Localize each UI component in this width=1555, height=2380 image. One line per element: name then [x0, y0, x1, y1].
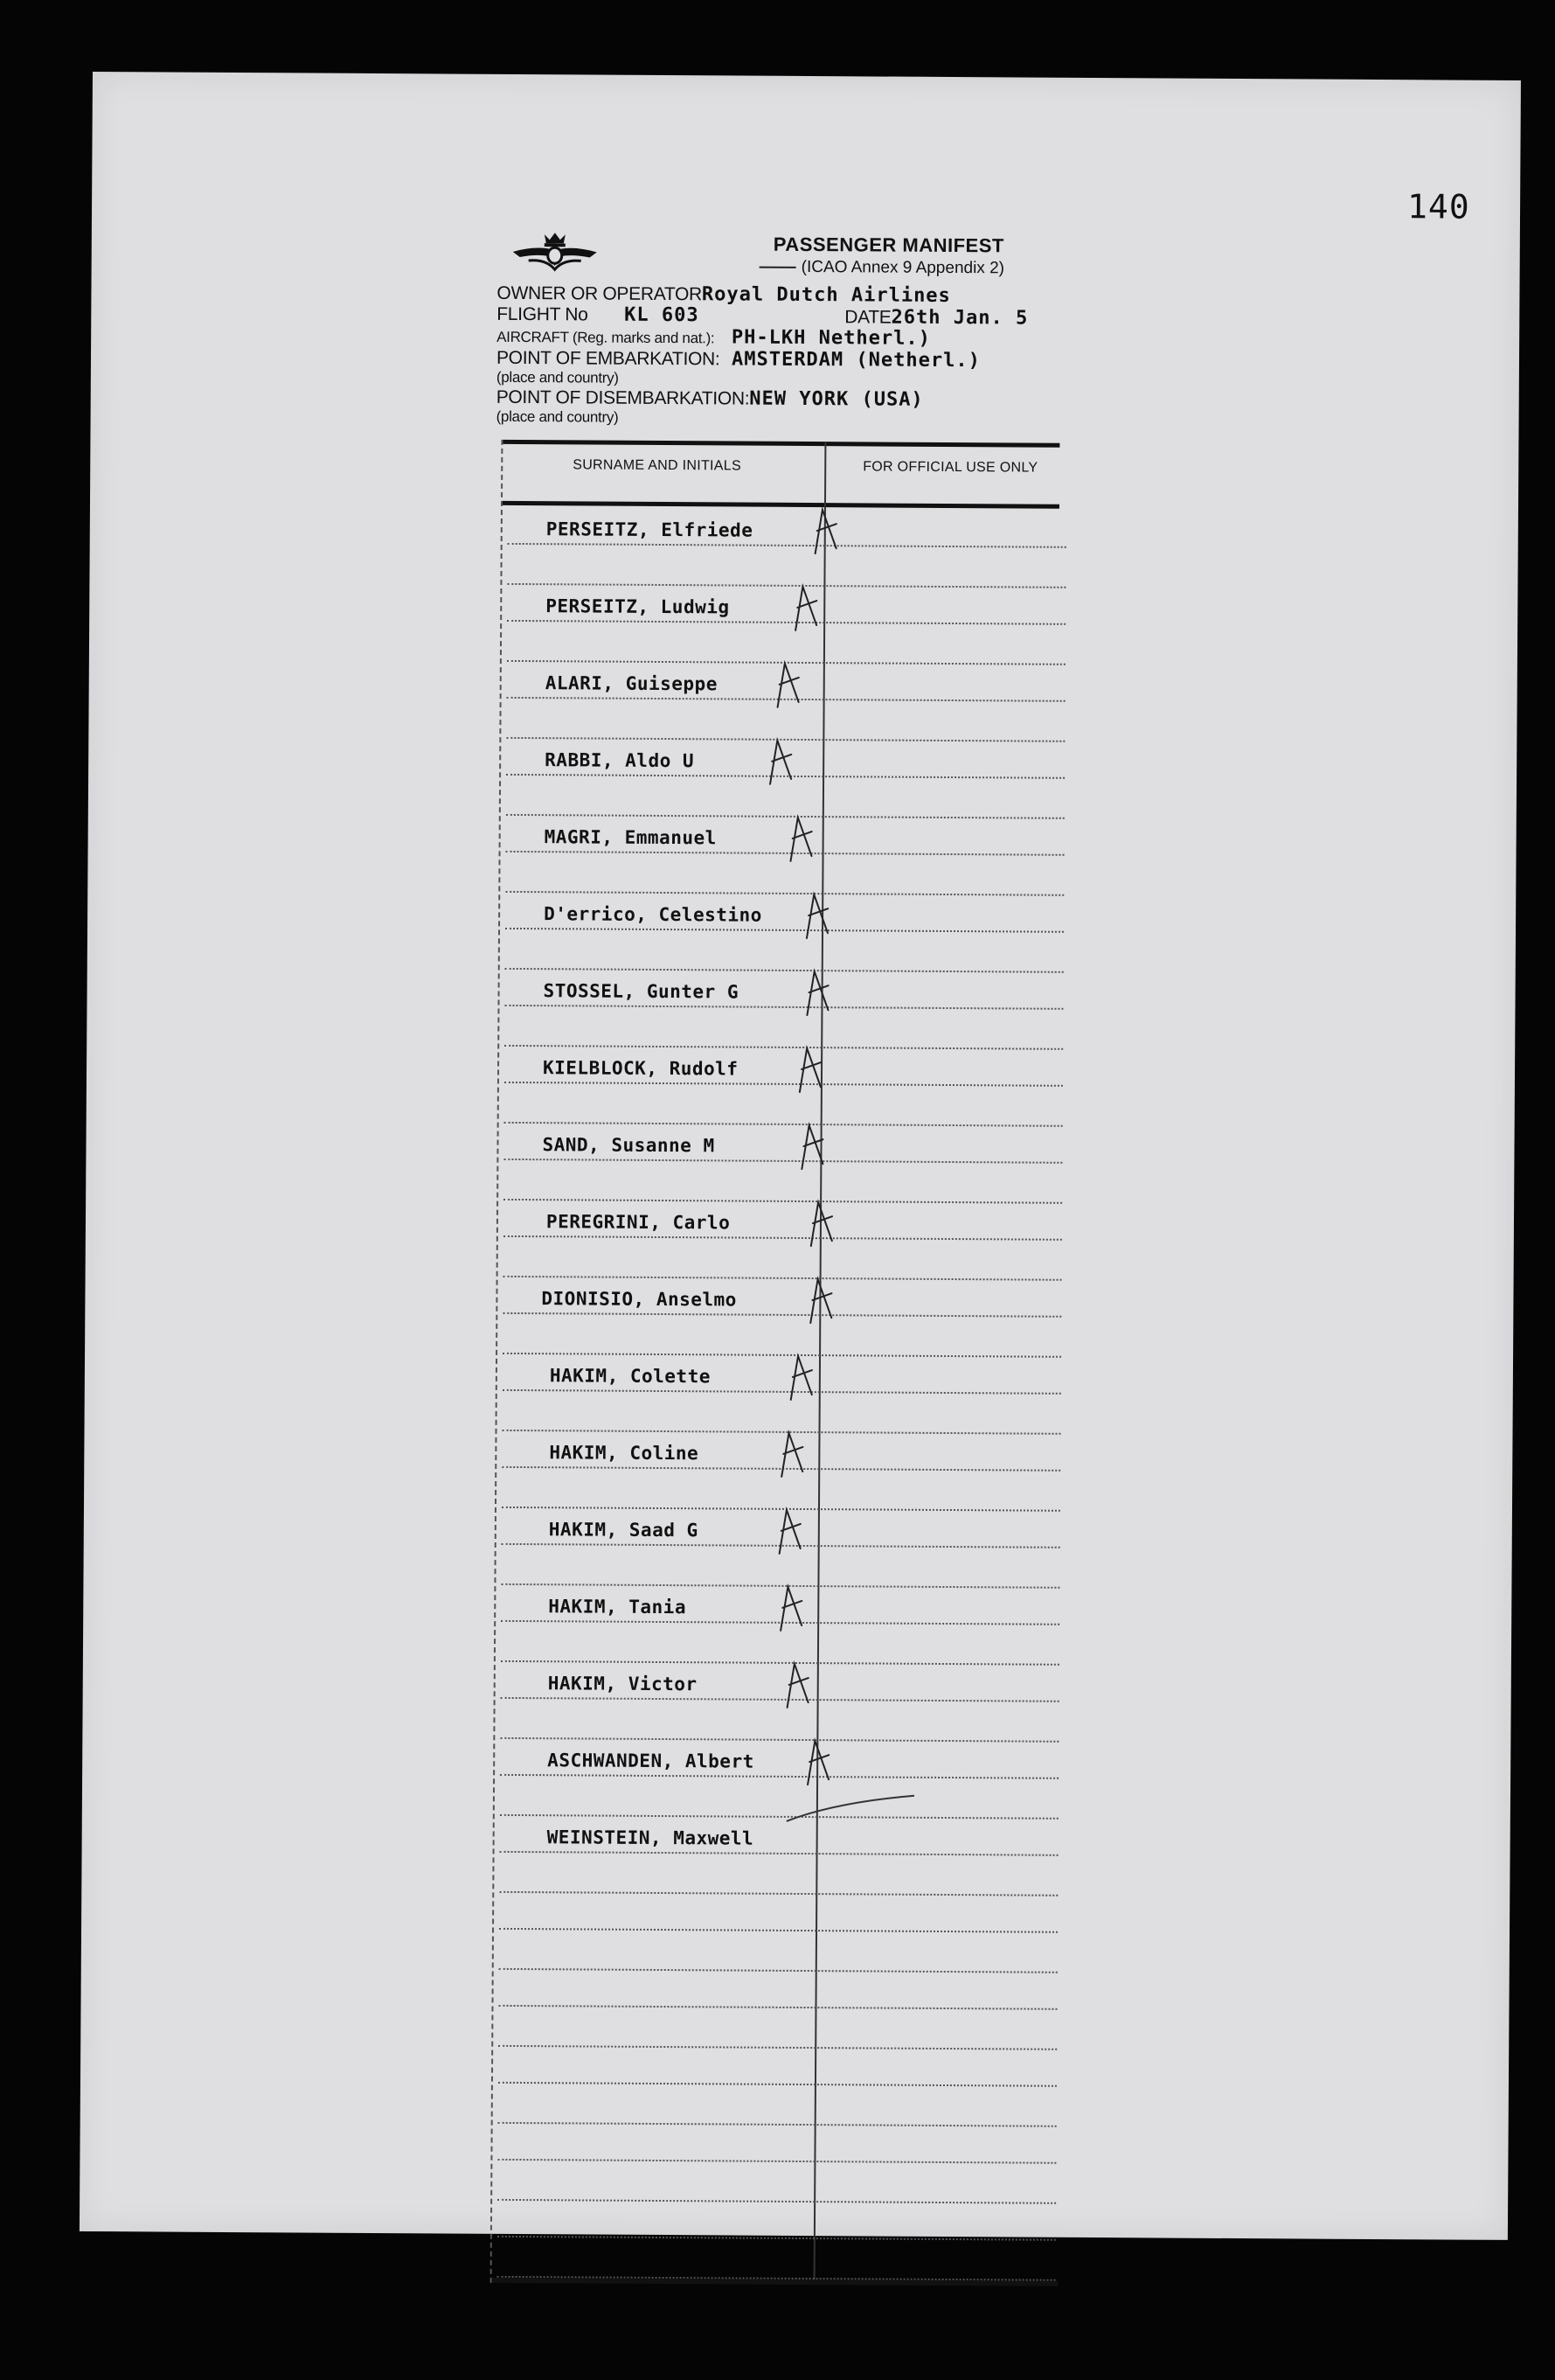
check-mark-icon [782, 1659, 814, 1711]
table-row [498, 1200, 1063, 1281]
check-mark-icon [775, 1582, 807, 1634]
table-row [499, 1047, 1064, 1127]
passenger-name: ALARI, Guiseppe [545, 672, 718, 695]
passenger-name: HAKIM, Saad G [548, 1519, 698, 1541]
table-row [494, 1816, 1059, 1896]
passenger-name: SAND, Susanne M [542, 1134, 715, 1157]
row-dotted-line [504, 1082, 1063, 1087]
check-mark-icon [790, 581, 822, 634]
row-dotted-line [508, 543, 1066, 548]
check-mark-icon [810, 505, 842, 557]
check-mark-icon [795, 1043, 826, 1096]
passenger-name: WEINSTEIN, Maxwell [546, 1827, 754, 1849]
row-dotted-line [499, 1928, 1058, 1933]
aircraft-row [496, 325, 931, 350]
row-dotted-line [497, 2159, 1056, 2164]
table-row [495, 1662, 1059, 1743]
flight-row [496, 303, 698, 326]
flight-value: KL 603 [624, 303, 699, 327]
table-row [501, 739, 1066, 819]
passenger-name: KIELBLOCK, Rudolf [542, 1057, 739, 1080]
table-row [492, 2201, 1057, 2281]
passenger-name: HAKIM, Tania [548, 1596, 687, 1618]
table-row [492, 2124, 1057, 2204]
flight-label: FLIGHT No [496, 303, 588, 325]
table-row [501, 662, 1066, 742]
check-mark-icon [786, 1351, 817, 1403]
disembarkation-row [496, 386, 924, 411]
row-dotted-line [503, 1235, 1062, 1241]
date-label: DATE [844, 307, 892, 328]
row-dotted-line [503, 1389, 1061, 1395]
table-row [498, 1124, 1063, 1204]
table-row [502, 585, 1066, 665]
check-mark-icon [765, 735, 796, 788]
passenger-name: D'errico, Celestino [544, 903, 762, 926]
table-row [496, 1508, 1060, 1589]
passenger-table [490, 440, 1067, 2286]
passenger-name: MAGRI, Emmanuel [544, 826, 717, 849]
passenger-name: PERSEITZ, Ludwig [545, 595, 730, 618]
disembarkation-note: (place and country) [496, 407, 619, 426]
table-row [496, 1431, 1061, 1512]
check-mark-icon [796, 1120, 828, 1173]
owner-label: OWNER OR OPERATOR [496, 282, 703, 305]
check-mark-icon [785, 812, 816, 865]
passenger-name: ASCHWANDEN, Albert [547, 1750, 754, 1772]
table-row [494, 1893, 1059, 1973]
check-mark-icon [774, 1505, 806, 1557]
disembarkation-value: NEW YORK (USA) [749, 387, 924, 411]
pen-stroke-icon [783, 1790, 923, 1826]
table-row [500, 893, 1065, 973]
check-mark-icon [802, 1736, 834, 1788]
table-row [500, 816, 1065, 896]
embarkation-label: POINT OF EMBARKATION: [496, 347, 720, 370]
row-dotted-line [504, 1005, 1063, 1010]
passenger-name: HAKIM, Victor [547, 1673, 698, 1695]
aircraft-label: AIRCRAFT (Reg. marks and nat.): [496, 328, 715, 347]
manifest-subtitle: (ICAO Annex 9 Appendix 2) [760, 258, 1005, 279]
passenger-name: DIONISIO, Anselmo [541, 1288, 737, 1311]
row-dotted-line [497, 2236, 1056, 2241]
table-row [499, 970, 1064, 1050]
row-dotted-line [505, 928, 1064, 933]
passenger-name: PEREGRINI, Carlo [545, 1211, 731, 1234]
table-header-rule [503, 501, 1059, 509]
check-mark-icon [802, 966, 833, 1019]
table-row [493, 1970, 1058, 2050]
row-dotted-line [503, 1159, 1062, 1164]
passenger-name: HAKIM, Coline [549, 1442, 699, 1465]
date-row [844, 306, 1028, 329]
manifest-title: PASSENGER MANIFEST [773, 233, 1004, 257]
row-dotted-line [500, 1851, 1059, 1856]
passenger-name: PERSEITZ, Elfriede [545, 518, 753, 541]
manifest-header [496, 227, 1057, 426]
check-mark-icon [806, 1197, 837, 1249]
column-header-official: FOR OFFICIAL USE ONLY [863, 459, 1038, 476]
disembarkation-label: POINT OF DISEMBARKATION: [496, 386, 750, 409]
table-top-rule [503, 440, 1059, 448]
passenger-name: RABBI, Aldo U [545, 749, 695, 772]
table-row [497, 1354, 1062, 1435]
check-mark-icon [802, 889, 833, 942]
column-header-surname: SURNAME AND INITIALS [573, 457, 742, 474]
row-dotted-line [500, 1774, 1059, 1779]
check-mark-icon [805, 1274, 837, 1326]
row-dotted-line [498, 2005, 1057, 2010]
page-number: 140 [1406, 187, 1470, 226]
check-mark-icon [773, 658, 804, 711]
date-value: 26th Jan. 5 [891, 306, 1029, 330]
manifest-page [80, 72, 1521, 2240]
row-dotted-line [498, 2082, 1057, 2087]
embarkation-value: AMSTERDAM (Netherl.) [731, 348, 981, 372]
passenger-name: HAKIM, Colette [549, 1365, 711, 1388]
aircraft-value: PH-LKH Netherl.) [731, 326, 931, 350]
table-row [493, 2047, 1058, 2127]
row-dotted-line [507, 620, 1066, 625]
row-dotted-line [503, 1312, 1061, 1318]
embarkation-row [496, 347, 981, 372]
table-row [497, 1277, 1062, 1358]
check-mark-icon [776, 1428, 808, 1480]
row-dotted-line [501, 1697, 1059, 1702]
passenger-name: STOSSEL, Gunter G [543, 980, 739, 1003]
table-row [502, 508, 1066, 588]
crown-wings-logo-icon [511, 227, 599, 281]
embarkation-note: (place and country) [496, 368, 619, 386]
table-row [496, 1585, 1060, 1666]
owner-value: Royal Dutch Airlines [701, 283, 951, 308]
table-row [495, 1739, 1059, 1820]
